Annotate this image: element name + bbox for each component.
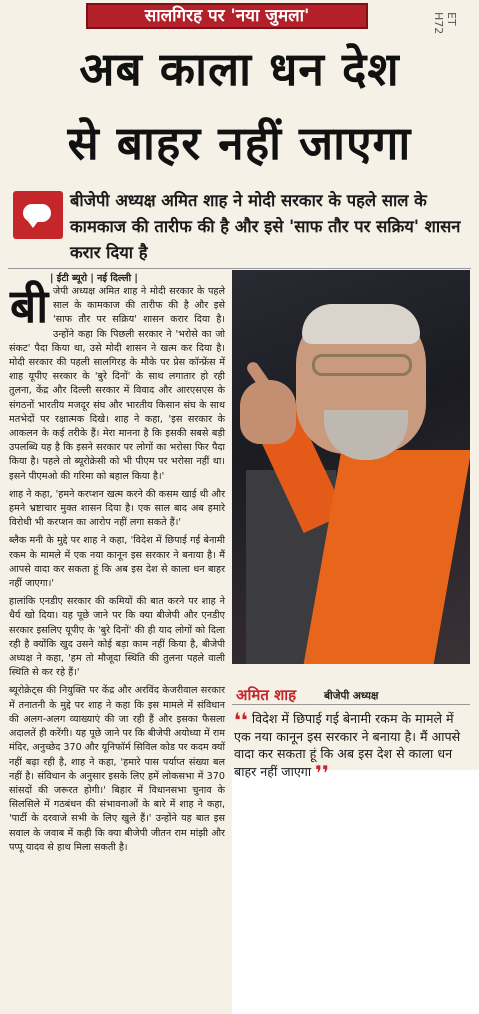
- paragraph: हालांकि एनडीए सरकार की कमियों की बात करने पर शाह ने धैर्य खो दिया। यह पूछे जाने पर कि क्या बीजेपी और एनडीए सरकार इसलिए यूपीए के 'बुरे दिनों' की ही याद लोगों को दिला रही है क्योंकि खुद उसने कोई बड़ा काम नहीं किया है, बीजेपी अध्यक्ष ने कहा, 'हम तो मौजूदा स्थिति की तुलना पहले वाली स्थिति से कर रहे हैं।': [9, 596, 225, 679]
- article-body: [9, 285, 225, 859]
- caption-divider: [232, 704, 470, 705]
- photo-hair: [302, 304, 420, 344]
- photo-hand: [240, 380, 296, 444]
- blank-area: [232, 770, 479, 1014]
- byline: | ईटी ब्यूरो | नई दिल्ली |: [50, 273, 138, 284]
- amit-shah-photo: [232, 270, 470, 664]
- speech-bubble-icon: [13, 191, 63, 239]
- photo-glasses: [312, 354, 412, 376]
- margin-handwriting: ET H72: [432, 12, 458, 35]
- drop-cap: बी: [10, 279, 49, 333]
- paragraph: ब्यूरोक्रेट्स की नियुक्ति पर केंद्र और अरविंद केजरीवाल सरकार में तनातनी के मुद्दे पर शाह ने कहा कि इस मामले में संविधान की अलग-अलग व्याख्याएं की जा रही हैं और इसका फैसला अदालतें ही करेंगी। यह पूछे जाने पर कि बीजेपी अयोध्या में राम मंदिर, अनुच्छेद 370 और यूनिफॉर्म सिविल कोड पर कदम क्यों नहीं बढ़ा रही है, शाह ने कहा, 'हमारे पास पर्याप्त संख्या बल नहीं है। संविधान के अनुसार इसके लिए हमें लोकसभा में 370 सांसदों की जरूरत होगी।' बिहार में विधानसभा चुनाव के सिलसिले में गठबंधन की संभावनाओं के बारे में शाह ने कहा, 'पार्टी के दरवाजे सभी के लिए खुले हैं।' उन्होंने यह बात इस सवाल के जवाब में कही कि क्या बीजेपी जीतन राम मांझी और पप्पू यादव से हाथ मिला सकती है।: [9, 685, 225, 853]
- caption-name: अमित शाह: [236, 686, 297, 704]
- paragraph: [9, 285, 225, 484]
- headline-line-1: अब काला धन देश: [79, 42, 400, 96]
- caption-role: बीजेपी अध्यक्ष: [324, 690, 379, 702]
- headline-line-2: से बाहर नहीं जाएगा: [67, 116, 412, 170]
- paragraph: शाह ने कहा, 'हमने करप्शन खत्म करने की कसम खाई थी और हमने भ्रष्टाचार मुक्त शासन दिया है। एक साल बाद अब हमारे विरोधी भी करप्शन का आरोप नहीं लगा सकते हैं।': [9, 488, 225, 529]
- pull-quote: [234, 708, 472, 785]
- dropcap-spacer: [9, 285, 53, 341]
- paragraph: ब्लैक मनी के मुद्दे पर शाह ने कहा, 'विदेश में छिपाई गई बेनामी रकम के मामले में एक नया कानून इस सरकार ने बनाया है। मैं आपसे वादा कर सकता हूं कि अब इस देश से काला धन बाहर नहीं जाएगा।': [9, 535, 225, 590]
- pull-quote-text: विदेश में छिपाई गई बेनामी रकम के मामले में एक नया कानून इस सरकार ने बनाया है। मैं आपसे वादा कर सकता हूं कि अब इस देश से काला धन बाहर नहीं जाएगा: [234, 711, 461, 779]
- divider: [8, 268, 471, 269]
- open-quote-icon: ❛❛: [234, 708, 248, 732]
- paragraph-text: जेपी अध्यक्ष अमित शाह ने मोदी सरकार के पहले साल के कामकाज की तारीफ की है और इसे 'साफ तौर पर सक्रिय' शासन करार दिया है। उन्होंने कहा कि पिछली सरकार ने 'भरोसे का जो संकट' पैदा किया था, उसे मोदी शासन ने खत्म कर दिया है। मोदी सरकार की पहली सालगिरह के मौके पर प्रेस कॉन्फ्रेंस में शाह यूपीए सरकार के 'बुरे दिनों' के साथ लगातार हो रही तुलना, केंद्र और दिल्ली सरकार में विवाद और आरएसएस के संगठनों भारतीय मजदूर संघ और भारतीय किसान संघ के साथ मतभेदों पर रक्षात्मक दिखे। शाह ने कहा, 'इस सरकार के आकलन के कई तरीके हैं। मेरा मानना है कि इसकी सबसे बड़ी उपलब्धि यह है कि इसने सरकार पर लोगों का भरोसा फिर पैदा किया है। पहले तो ब्यूरोक्रेसी को भी पीएम पर भरोसा नहीं था। इसने पीएमओ की गरिमा को बहाल किया है।': [9, 286, 225, 482]
- article-deck: बीजेपी अध्यक्ष अमित शाह ने मोदी सरकार के पहले साल के कामकाज की तारीफ की है और इसे 'साफ तौर पर सक्रिय' शासन करार दिया है: [70, 191, 461, 262]
- close-quote-icon: ❜❜: [315, 760, 330, 785]
- section-banner: सालगिरह पर 'नया जुमला': [86, 3, 368, 29]
